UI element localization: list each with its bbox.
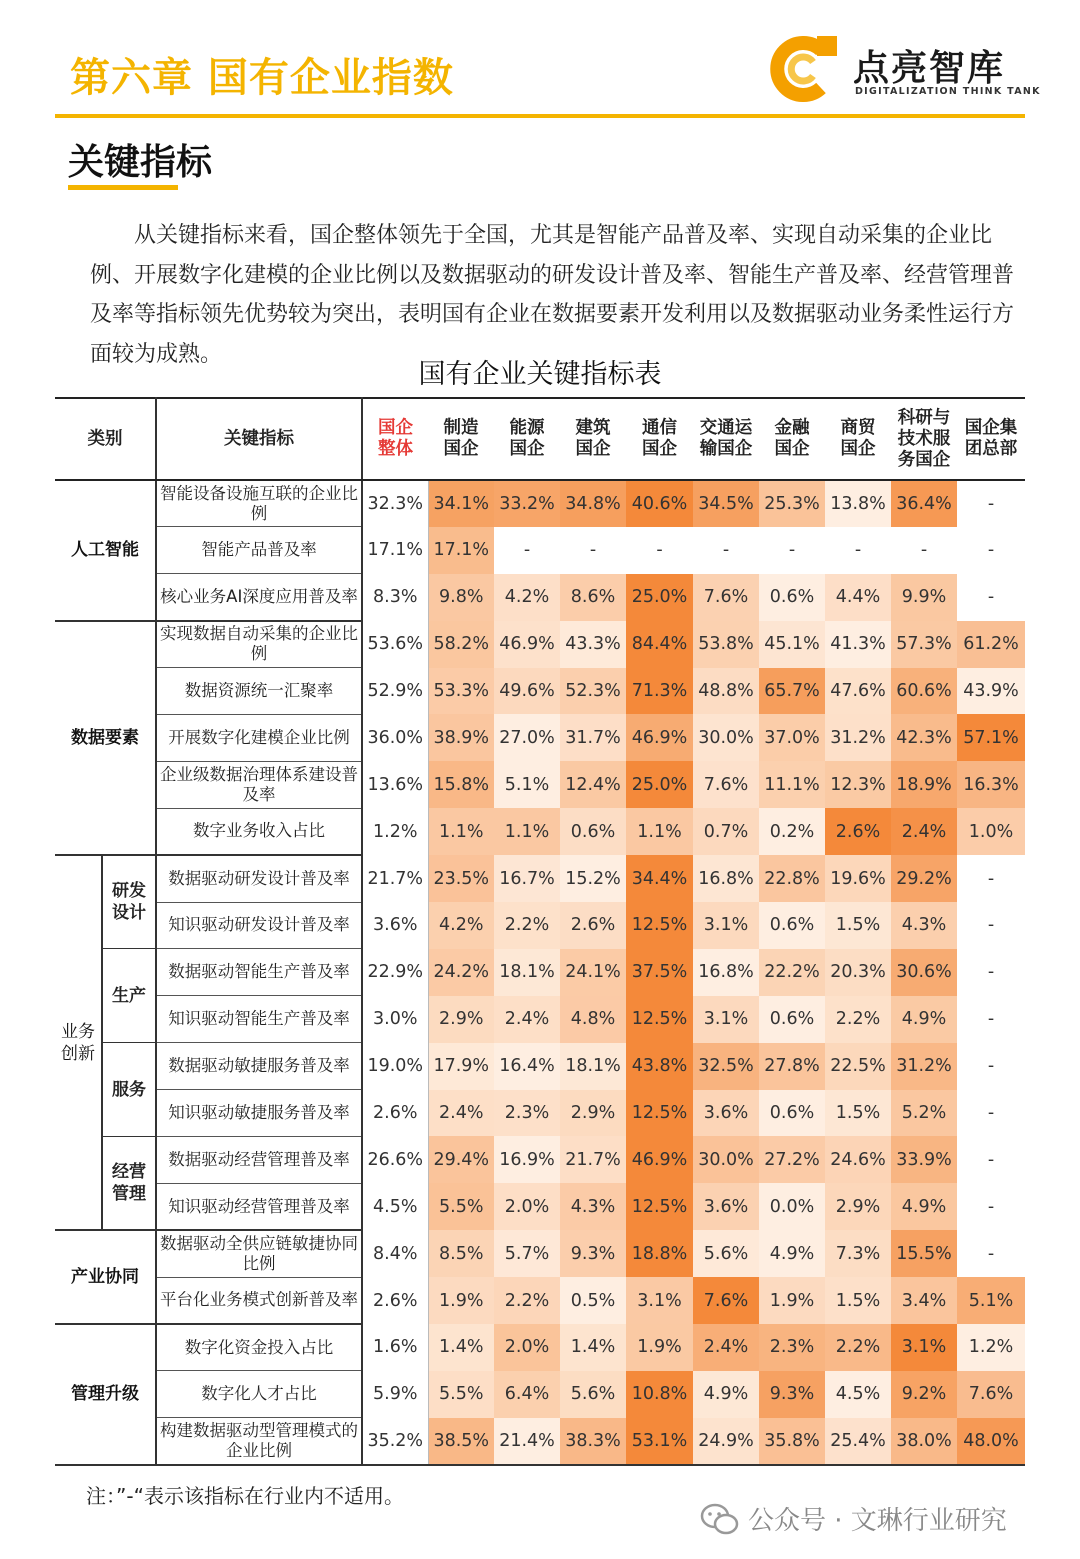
indicator-name: 智能产品普及率 bbox=[156, 527, 362, 574]
value-cell: 2.2% bbox=[494, 902, 560, 949]
value-cell: - bbox=[957, 902, 1025, 949]
value-cell: 5.5% bbox=[428, 1183, 494, 1230]
overall-value-cell: 13.6% bbox=[362, 761, 428, 808]
value-cell: 3.4% bbox=[891, 1277, 957, 1324]
logo-name: 点亮智库 bbox=[853, 48, 1006, 89]
value-cell: 15.8% bbox=[428, 761, 494, 808]
value-cell: 19.6% bbox=[825, 855, 891, 902]
overall-value-cell: 3.0% bbox=[362, 996, 428, 1043]
value-cell: 3.6% bbox=[693, 1090, 759, 1137]
header-col-6: 金融 国企 bbox=[759, 398, 825, 480]
value-cell: 7.6% bbox=[957, 1371, 1025, 1418]
value-cell: 18.8% bbox=[626, 1230, 693, 1277]
value-cell: 41.3% bbox=[825, 621, 891, 668]
value-cell: 4.4% bbox=[825, 574, 891, 621]
section-underline bbox=[68, 185, 178, 190]
table-row bbox=[55, 949, 1025, 996]
value-cell: 18.1% bbox=[560, 1043, 626, 1090]
value-cell: 2.6% bbox=[825, 808, 891, 855]
category-cell: 数据要素 bbox=[55, 621, 156, 855]
overall-value-cell: 17.1% bbox=[362, 527, 428, 574]
value-cell: 9.9% bbox=[891, 574, 957, 621]
value-cell: 24.9% bbox=[693, 1418, 759, 1465]
overall-value-cell: 52.9% bbox=[362, 668, 428, 715]
value-cell: 5.2% bbox=[891, 1090, 957, 1137]
value-cell: - bbox=[957, 480, 1025, 527]
indicator-name: 知识驱动研发设计普及率 bbox=[156, 902, 362, 949]
value-cell: 9.3% bbox=[759, 1371, 825, 1418]
indicator-name: 实现数据自动采集的企业比例 bbox=[156, 621, 362, 668]
value-cell: 3.1% bbox=[693, 902, 759, 949]
overall-value-cell: 22.9% bbox=[362, 949, 428, 996]
table-row bbox=[55, 1371, 1025, 1418]
value-cell: 22.5% bbox=[825, 1043, 891, 1090]
value-cell: 12.4% bbox=[560, 761, 626, 808]
value-cell: 5.6% bbox=[693, 1230, 759, 1277]
value-cell: 1.1% bbox=[494, 808, 560, 855]
overall-value-cell: 26.6% bbox=[362, 1136, 428, 1183]
overall-value-cell: 1.2% bbox=[362, 808, 428, 855]
value-cell: 9.3% bbox=[560, 1230, 626, 1277]
value-cell: 2.2% bbox=[825, 996, 891, 1043]
value-cell: 2.9% bbox=[825, 1183, 891, 1230]
value-cell: 38.3% bbox=[560, 1418, 626, 1465]
value-cell: 2.4% bbox=[891, 808, 957, 855]
value-cell: 4.2% bbox=[494, 574, 560, 621]
table-title: 国有企业关键指标表 bbox=[418, 359, 662, 390]
table-row bbox=[55, 1418, 1025, 1465]
value-cell: - bbox=[693, 527, 759, 574]
value-cell: 16.8% bbox=[693, 949, 759, 996]
value-cell: 27.8% bbox=[759, 1043, 825, 1090]
indicator-name: 数据资源统一汇聚率 bbox=[156, 668, 362, 715]
value-cell: 58.2% bbox=[428, 621, 494, 668]
brand-logo bbox=[765, 36, 1041, 106]
value-cell: 0.6% bbox=[759, 902, 825, 949]
indicator-name: 知识驱动智能生产普及率 bbox=[156, 996, 362, 1043]
value-cell: 61.2% bbox=[957, 621, 1025, 668]
value-cell: 11.1% bbox=[759, 761, 825, 808]
value-cell: 25.0% bbox=[626, 574, 693, 621]
value-cell: 0.2% bbox=[759, 808, 825, 855]
header-col-9: 国企集 团总部 bbox=[957, 398, 1025, 480]
value-cell: 4.8% bbox=[560, 996, 626, 1043]
table-row bbox=[55, 1090, 1025, 1137]
value-cell: - bbox=[957, 574, 1025, 621]
value-cell: - bbox=[957, 996, 1025, 1043]
table-row bbox=[55, 1230, 1025, 1277]
value-cell: 2.3% bbox=[759, 1324, 825, 1371]
value-cell: - bbox=[957, 527, 1025, 574]
value-cell: 7.6% bbox=[693, 574, 759, 621]
value-cell: 23.5% bbox=[428, 855, 494, 902]
table-row bbox=[55, 574, 1025, 621]
table-row bbox=[55, 714, 1025, 761]
value-cell: 46.9% bbox=[494, 621, 560, 668]
value-cell: - bbox=[957, 1183, 1025, 1230]
value-cell: 31.7% bbox=[560, 714, 626, 761]
value-cell: 30.6% bbox=[891, 949, 957, 996]
value-cell: - bbox=[957, 949, 1025, 996]
value-cell: 36.4% bbox=[891, 480, 957, 527]
table-row bbox=[55, 808, 1025, 855]
value-cell: 4.3% bbox=[560, 1183, 626, 1230]
indicator-name: 开展数字化建模企业比例 bbox=[156, 714, 362, 761]
value-cell: 4.2% bbox=[428, 902, 494, 949]
category-cell: 人工智能 bbox=[55, 480, 156, 621]
header-divider bbox=[55, 114, 1025, 118]
value-cell: 27.2% bbox=[759, 1136, 825, 1183]
header-col-1: 制造 国企 bbox=[428, 398, 494, 480]
value-cell: 4.9% bbox=[891, 996, 957, 1043]
value-cell: - bbox=[957, 855, 1025, 902]
value-cell: 38.0% bbox=[891, 1418, 957, 1465]
value-cell: 31.2% bbox=[891, 1043, 957, 1090]
value-cell: 2.4% bbox=[428, 1090, 494, 1137]
value-cell: 60.6% bbox=[891, 668, 957, 715]
value-cell: 53.1% bbox=[626, 1418, 693, 1465]
value-cell: 2.6% bbox=[560, 902, 626, 949]
indicator-name: 数字化资金投入占比 bbox=[156, 1324, 362, 1371]
value-cell: 34.8% bbox=[560, 480, 626, 527]
value-cell: 18.1% bbox=[494, 949, 560, 996]
value-cell: - bbox=[891, 527, 957, 574]
value-cell: 3.1% bbox=[891, 1324, 957, 1371]
header-col-5: 交通运 输国企 bbox=[693, 398, 759, 480]
value-cell: 57.1% bbox=[957, 714, 1025, 761]
header-col-7: 商贸 国企 bbox=[825, 398, 891, 480]
value-cell: 46.9% bbox=[626, 714, 693, 761]
value-cell: 71.3% bbox=[626, 668, 693, 715]
value-cell: 9.8% bbox=[428, 574, 494, 621]
indicator-name: 数据驱动研发设计普及率 bbox=[156, 855, 362, 902]
value-cell: 57.3% bbox=[891, 621, 957, 668]
value-cell: 24.1% bbox=[560, 949, 626, 996]
overall-value-cell: 4.5% bbox=[362, 1183, 428, 1230]
table-row bbox=[55, 996, 1025, 1043]
value-cell: 33.2% bbox=[494, 480, 560, 527]
value-cell: 29.2% bbox=[891, 855, 957, 902]
value-cell: 38.5% bbox=[428, 1418, 494, 1465]
value-cell: - bbox=[825, 527, 891, 574]
header-col-3: 建筑 国企 bbox=[560, 398, 626, 480]
header-col-2: 能源 国企 bbox=[494, 398, 560, 480]
subcategory-cell: 经营 管理 bbox=[102, 1136, 156, 1230]
value-cell: 40.6% bbox=[626, 480, 693, 527]
overall-value-cell: 36.0% bbox=[362, 714, 428, 761]
value-cell: 18.9% bbox=[891, 761, 957, 808]
table-row bbox=[55, 1183, 1025, 1230]
value-cell: 53.8% bbox=[693, 621, 759, 668]
indicator-name: 企业级数据治理体系建设普及率 bbox=[156, 761, 362, 808]
value-cell: 5.1% bbox=[957, 1277, 1025, 1324]
value-cell: 1.1% bbox=[428, 808, 494, 855]
value-cell: 42.3% bbox=[891, 714, 957, 761]
value-cell: 35.8% bbox=[759, 1418, 825, 1465]
value-cell: 4.3% bbox=[891, 902, 957, 949]
value-cell: 1.5% bbox=[825, 902, 891, 949]
value-cell: 16.7% bbox=[494, 855, 560, 902]
value-cell: - bbox=[957, 1043, 1025, 1090]
indicator-name: 数字化人才占比 bbox=[156, 1371, 362, 1418]
chapter-title: 第六章 国有企业指数 bbox=[70, 55, 454, 101]
header-indicator: 关键指标 bbox=[156, 398, 362, 480]
overall-value-cell: 8.3% bbox=[362, 574, 428, 621]
value-cell: 22.2% bbox=[759, 949, 825, 996]
value-cell: 0.6% bbox=[560, 808, 626, 855]
value-cell: 30.0% bbox=[693, 1136, 759, 1183]
value-cell: 1.0% bbox=[957, 808, 1025, 855]
value-cell: - bbox=[957, 1136, 1025, 1183]
overall-value-cell: 35.2% bbox=[362, 1418, 428, 1465]
value-cell: 3.6% bbox=[693, 1183, 759, 1230]
value-cell: 8.5% bbox=[428, 1230, 494, 1277]
indicator-name: 数字业务收入占比 bbox=[156, 808, 362, 855]
overall-value-cell: 8.4% bbox=[362, 1230, 428, 1277]
value-cell: 32.5% bbox=[693, 1043, 759, 1090]
value-cell: 13.8% bbox=[825, 480, 891, 527]
overall-value-cell: 32.3% bbox=[362, 480, 428, 527]
wechat-icon bbox=[700, 1502, 740, 1538]
table-row bbox=[55, 527, 1025, 574]
table-row bbox=[55, 902, 1025, 949]
value-cell: - bbox=[494, 527, 560, 574]
category-cell: 管理升级 bbox=[55, 1324, 156, 1465]
watermark bbox=[700, 1500, 1050, 1540]
value-cell: 34.1% bbox=[428, 480, 494, 527]
value-cell: 12.5% bbox=[626, 902, 693, 949]
value-cell: 20.3% bbox=[825, 949, 891, 996]
overall-value-cell: 2.6% bbox=[362, 1090, 428, 1137]
value-cell: 24.2% bbox=[428, 949, 494, 996]
value-cell: 37.5% bbox=[626, 949, 693, 996]
value-cell: 37.0% bbox=[759, 714, 825, 761]
value-cell: 16.8% bbox=[693, 855, 759, 902]
header-col-4: 通信 国企 bbox=[626, 398, 693, 480]
value-cell: 1.1% bbox=[626, 808, 693, 855]
indicator-name: 核心业务AI深度应用普及率 bbox=[156, 574, 362, 621]
table-row bbox=[55, 855, 1025, 902]
value-cell: 25.0% bbox=[626, 761, 693, 808]
value-cell: 2.0% bbox=[494, 1324, 560, 1371]
value-cell: 4.9% bbox=[693, 1371, 759, 1418]
value-cell: 2.9% bbox=[560, 1090, 626, 1137]
header-col-0: 国企 整体 bbox=[362, 398, 428, 480]
value-cell: 0.6% bbox=[759, 996, 825, 1043]
value-cell: 30.0% bbox=[693, 714, 759, 761]
header-category: 类别 bbox=[55, 398, 156, 480]
overall-value-cell: 21.7% bbox=[362, 855, 428, 902]
indicator-name: 数据驱动全供应链敏捷协同比例 bbox=[156, 1230, 362, 1277]
value-cell: 49.6% bbox=[494, 668, 560, 715]
value-cell: 25.4% bbox=[825, 1418, 891, 1465]
value-cell: 12.5% bbox=[626, 1183, 693, 1230]
value-cell: 65.7% bbox=[759, 668, 825, 715]
value-cell: 52.3% bbox=[560, 668, 626, 715]
value-cell: 12.5% bbox=[626, 1090, 693, 1137]
subcategory-cell: 生产 bbox=[102, 949, 156, 1043]
intro-paragraph: 从关键指标来看，国企整体领先于全国，尤其是智能产品普及率、实现自动采集的企业比例、开展数字化建模的企业比例以及数据驱动的研发设计普及率、智能生产普及率、经营管理普及率等指标领先优势较为突出，表明国有企业在数据要素开发利用以及数据驱动业务柔性运行方面较为成熟。 bbox=[90, 223, 1015, 367]
value-cell: 31.2% bbox=[825, 714, 891, 761]
value-cell: 48.0% bbox=[957, 1418, 1025, 1465]
value-cell: 43.8% bbox=[626, 1043, 693, 1090]
indicator-name: 数据驱动经营管理普及率 bbox=[156, 1136, 362, 1183]
value-cell: 43.9% bbox=[957, 668, 1025, 715]
value-cell: - bbox=[560, 527, 626, 574]
table-row bbox=[55, 621, 1025, 668]
value-cell: 33.9% bbox=[891, 1136, 957, 1183]
value-cell: 2.9% bbox=[428, 996, 494, 1043]
value-cell: - bbox=[957, 1090, 1025, 1137]
subcategory-cell: 研发 设计 bbox=[102, 855, 156, 949]
header-col-8: 科研与 技术服 务国企 bbox=[891, 398, 957, 480]
key-indicators-table bbox=[55, 397, 1025, 1466]
value-cell: 8.6% bbox=[560, 574, 626, 621]
value-cell: 0.7% bbox=[693, 808, 759, 855]
value-cell: 5.7% bbox=[494, 1230, 560, 1277]
table-row bbox=[55, 1043, 1025, 1090]
value-cell: 2.3% bbox=[494, 1090, 560, 1137]
section-title: 关键指标 bbox=[68, 142, 213, 183]
value-cell: 10.8% bbox=[626, 1371, 693, 1418]
value-cell: 2.4% bbox=[693, 1324, 759, 1371]
value-cell: 12.3% bbox=[825, 761, 891, 808]
indicator-name: 平台化业务模式创新普及率 bbox=[156, 1277, 362, 1324]
table-row bbox=[55, 761, 1025, 808]
subcategory-cell: 服务 bbox=[102, 1043, 156, 1137]
indicator-name: 知识驱动经营管理普及率 bbox=[156, 1183, 362, 1230]
value-cell: 1.2% bbox=[957, 1324, 1025, 1371]
value-cell: 0.6% bbox=[759, 574, 825, 621]
value-cell: 43.3% bbox=[560, 621, 626, 668]
value-cell: 7.3% bbox=[825, 1230, 891, 1277]
value-cell: 2.2% bbox=[494, 1277, 560, 1324]
value-cell: 2.0% bbox=[494, 1183, 560, 1230]
value-cell: 15.2% bbox=[560, 855, 626, 902]
overall-value-cell: 1.6% bbox=[362, 1324, 428, 1371]
value-cell: 1.9% bbox=[759, 1277, 825, 1324]
table-row bbox=[55, 1324, 1025, 1371]
value-cell: 4.5% bbox=[825, 1371, 891, 1418]
indicator-name: 智能设备设施互联的企业比例 bbox=[156, 480, 362, 527]
value-cell: 21.4% bbox=[494, 1418, 560, 1465]
value-cell: 1.5% bbox=[825, 1277, 891, 1324]
value-cell: 2.2% bbox=[825, 1324, 891, 1371]
value-cell: 3.1% bbox=[693, 996, 759, 1043]
table-row bbox=[55, 1136, 1025, 1183]
value-cell: 21.7% bbox=[560, 1136, 626, 1183]
value-cell: 0.6% bbox=[759, 1090, 825, 1137]
value-cell: 45.1% bbox=[759, 621, 825, 668]
value-cell: 1.4% bbox=[560, 1324, 626, 1371]
value-cell: 22.8% bbox=[759, 855, 825, 902]
value-cell: 27.0% bbox=[494, 714, 560, 761]
table-row bbox=[55, 480, 1025, 527]
value-cell: 6.4% bbox=[494, 1371, 560, 1418]
table-header-row bbox=[55, 398, 1025, 480]
value-cell: 9.2% bbox=[891, 1371, 957, 1418]
value-cell: 34.4% bbox=[626, 855, 693, 902]
value-cell: 4.9% bbox=[891, 1183, 957, 1230]
value-cell: - bbox=[759, 527, 825, 574]
value-cell: 16.9% bbox=[494, 1136, 560, 1183]
value-cell: 7.6% bbox=[693, 1277, 759, 1324]
overall-value-cell: 53.6% bbox=[362, 621, 428, 668]
indicator-name: 构建数据驱动型管理模式的企业比例 bbox=[156, 1418, 362, 1465]
value-cell: 4.9% bbox=[759, 1230, 825, 1277]
value-cell: 5.5% bbox=[428, 1371, 494, 1418]
value-cell: 46.9% bbox=[626, 1136, 693, 1183]
watermark-text: 公众号 · 文琳行业研究 bbox=[748, 1506, 1007, 1536]
value-cell: 1.9% bbox=[626, 1324, 693, 1371]
value-cell: 16.4% bbox=[494, 1043, 560, 1090]
value-cell: - bbox=[626, 527, 693, 574]
overall-value-cell: 5.9% bbox=[362, 1371, 428, 1418]
value-cell: 53.3% bbox=[428, 668, 494, 715]
indicator-name: 数据驱动敏捷服务普及率 bbox=[156, 1043, 362, 1090]
value-cell: 1.9% bbox=[428, 1277, 494, 1324]
value-cell: 0.5% bbox=[560, 1277, 626, 1324]
value-cell: 25.3% bbox=[759, 480, 825, 527]
value-cell: 5.1% bbox=[494, 761, 560, 808]
overall-value-cell: 3.6% bbox=[362, 902, 428, 949]
table-row bbox=[55, 668, 1025, 715]
value-cell: 38.9% bbox=[428, 714, 494, 761]
value-cell: 17.1% bbox=[428, 527, 494, 574]
value-cell: 47.6% bbox=[825, 668, 891, 715]
table-note: 注：”-“表示该指标在行业内不适用。 bbox=[86, 1484, 404, 1508]
logo-subtitle: DIGITALIZATION THINK TANK bbox=[855, 86, 1041, 97]
logo-mark-icon bbox=[765, 36, 837, 102]
value-cell: 17.9% bbox=[428, 1043, 494, 1090]
value-cell: 24.6% bbox=[825, 1136, 891, 1183]
table-row bbox=[55, 1277, 1025, 1324]
value-cell: 34.5% bbox=[693, 480, 759, 527]
overall-value-cell: 2.6% bbox=[362, 1277, 428, 1324]
value-cell: 16.3% bbox=[957, 761, 1025, 808]
value-cell: 12.5% bbox=[626, 996, 693, 1043]
value-cell: 1.4% bbox=[428, 1324, 494, 1371]
indicator-name: 知识驱动敏捷服务普及率 bbox=[156, 1090, 362, 1137]
value-cell: 84.4% bbox=[626, 621, 693, 668]
value-cell: 48.8% bbox=[693, 668, 759, 715]
value-cell: 7.6% bbox=[693, 761, 759, 808]
overall-value-cell: 19.0% bbox=[362, 1043, 428, 1090]
value-cell: 2.4% bbox=[494, 996, 560, 1043]
value-cell: 5.6% bbox=[560, 1371, 626, 1418]
value-cell: - bbox=[957, 1230, 1025, 1277]
value-cell: 15.5% bbox=[891, 1230, 957, 1277]
value-cell: 29.4% bbox=[428, 1136, 494, 1183]
category-cell: 业务 创新 bbox=[55, 855, 102, 1230]
indicator-name: 数据驱动智能生产普及率 bbox=[156, 949, 362, 996]
value-cell: 1.5% bbox=[825, 1090, 891, 1137]
value-cell: 3.1% bbox=[626, 1277, 693, 1324]
category-cell: 产业协同 bbox=[55, 1230, 156, 1324]
value-cell: 0.0% bbox=[759, 1183, 825, 1230]
